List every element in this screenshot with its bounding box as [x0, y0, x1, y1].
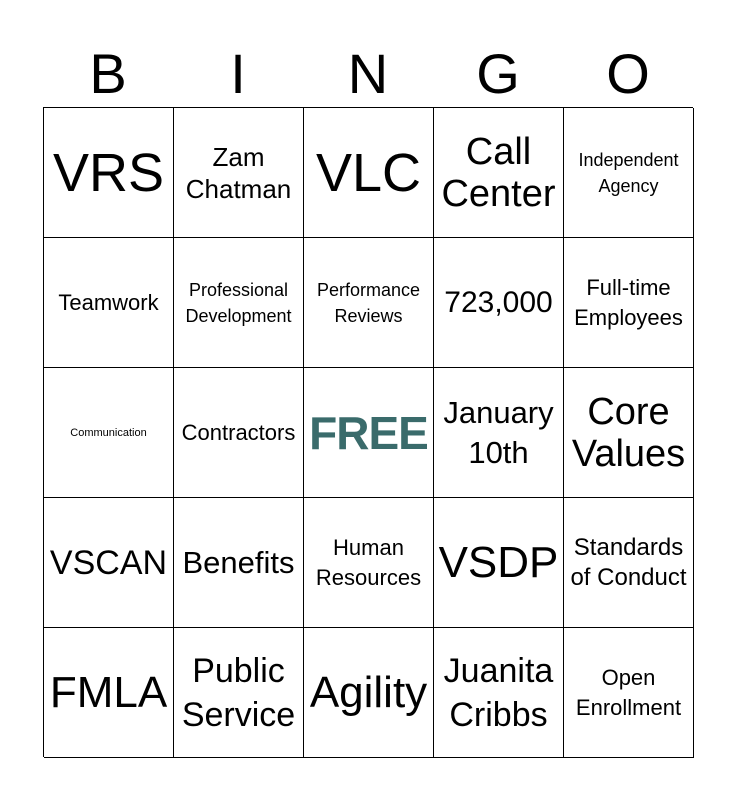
cell-label: VLC: [315, 142, 422, 203]
cell-label: VSDP: [438, 537, 559, 587]
cell-label: Benefits: [182, 544, 295, 580]
bingo-cell[interactable]: [304, 368, 434, 498]
header-letter-g: G: [476, 42, 520, 105]
bingo-header: [43, 44, 693, 104]
cell-label: Public Service: [181, 651, 296, 734]
cell-label: Open Enrollment: [575, 664, 682, 720]
cell-label: Communication: [70, 426, 147, 439]
cell-label: Zam Chatman: [185, 141, 292, 204]
bingo-cell[interactable]: [44, 498, 174, 628]
header-letter-b: B: [89, 42, 127, 105]
cell-label: 723,000: [444, 285, 553, 319]
header-letter-n: N: [347, 42, 389, 105]
bingo-cell[interactable]: [304, 108, 434, 238]
cell-label: VRS: [52, 142, 165, 203]
bingo-cell[interactable]: [174, 238, 304, 368]
bingo-cell[interactable]: [174, 498, 304, 628]
bingo-cell[interactable]: [434, 108, 564, 238]
bingo-cell[interactable]: [434, 368, 564, 498]
bingo-cell[interactable]: [434, 498, 564, 628]
cell-label: Human Resources: [315, 534, 422, 590]
bingo-cell[interactable]: [304, 238, 434, 368]
cell-label: Teamwork: [58, 289, 159, 315]
free-space-label: FREE: [309, 406, 428, 459]
bingo-cell[interactable]: [44, 368, 174, 498]
cell-label: Juanita Cribbs: [443, 651, 554, 734]
bingo-cell[interactable]: [564, 628, 694, 758]
bingo-grid: [43, 107, 693, 757]
bingo-cell[interactable]: [44, 238, 174, 368]
bingo-cell[interactable]: [434, 628, 564, 758]
bingo-cell[interactable]: [564, 108, 694, 238]
cell-label: Core Values: [571, 390, 686, 475]
cell-label: Call Center: [441, 130, 556, 215]
bingo-cell[interactable]: [304, 628, 434, 758]
bingo-cell[interactable]: [304, 498, 434, 628]
bingo-cell[interactable]: [174, 108, 304, 238]
cell-label: Agility: [309, 667, 428, 717]
cell-label: Performance Reviews: [316, 279, 421, 326]
cell-label: Independent Agency: [578, 149, 679, 196]
cell-label: Contractors: [181, 419, 296, 445]
cell-label: FMLA: [49, 667, 168, 717]
cell-label: Full-time Employees: [574, 274, 683, 330]
header-letter-o: O: [606, 42, 650, 105]
cell-label: Professional Development: [185, 279, 292, 326]
bingo-cell[interactable]: [174, 368, 304, 498]
bingo-cell[interactable]: [564, 498, 694, 628]
bingo-cell[interactable]: [44, 108, 174, 238]
cell-label: VSCAN: [49, 543, 168, 582]
bingo-cell[interactable]: [564, 238, 694, 368]
cell-label: Standards of Conduct: [570, 533, 687, 591]
bingo-cell[interactable]: [564, 368, 694, 498]
header-letter-i: I: [230, 42, 246, 105]
bingo-cell[interactable]: [174, 628, 304, 758]
bingo-cell[interactable]: [434, 238, 564, 368]
bingo-cell[interactable]: [44, 628, 174, 758]
cell-label: January 10th: [443, 394, 554, 470]
